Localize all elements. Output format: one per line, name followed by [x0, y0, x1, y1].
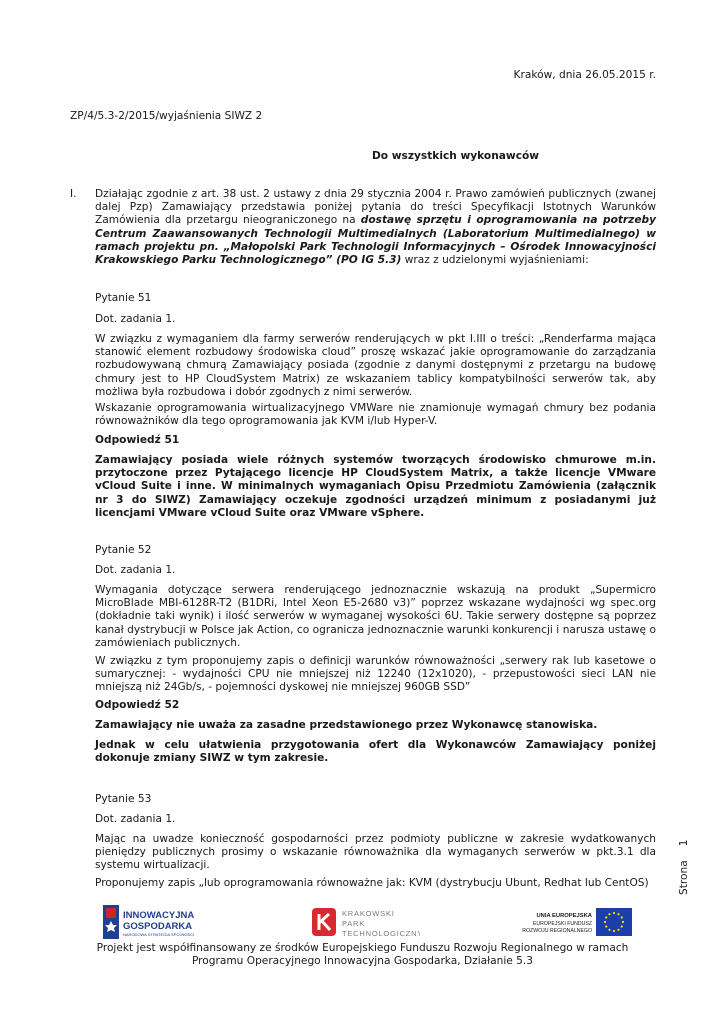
- intro-text-bold: dostawę sprzętu i oprogramowania na potrzeby Centrum Zaawansowanych Technologii Multimedialnych (Laboratorium Multimedialnego) w ramach projektu pn. „Małopolski Park Technologii Informacyjnych – Ośrodek Innowacyjności Krakowskiego Parku Technologicznego” (PO IG 5.3): [95, 214, 656, 267]
- question-53-paragraph-2: Proponujemy zapis „lub oprogramowania równoważne jak: KVM (dystrybucju Ubunt, Redhat lub CentOS): [95, 877, 649, 889]
- question-51-paragraph-2: Wskazanie oprogramowania wirtualizacyjnego VMWare nie znamionuje wymagań chmury bez podania równoważników dla tego oprogramowania jak KVM i/lub Hyper-V.: [95, 402, 656, 428]
- answer-51-title: Odpowiedź 51: [95, 434, 180, 446]
- answer-52-title: Odpowiedź 52: [95, 699, 180, 711]
- kpt-line-3: TECHNOLOGICZNY: [342, 929, 420, 938]
- section-numeral: I.: [70, 188, 77, 200]
- ig-line-2: GOSPODARKA: [123, 921, 193, 932]
- question-51-ref: Dot. zadania 1.: [95, 313, 176, 325]
- intro-paragraph: [95, 188, 656, 267]
- addressee: Do wszystkich wykonawców: [372, 150, 540, 162]
- eu-star-icon: [608, 929, 610, 931]
- footer-line-1: Projekt jest współfinansowany ze środków Europejskiego Funduszu Rozwoju Regionalnego w ramach: [96, 942, 629, 954]
- eu-line-3: ROZWOJU REGIONALNEGO: [522, 928, 592, 934]
- krakowski-park-technologiczny-logo: [310, 903, 420, 943]
- place-date: Kraków, dnia 26.05.2015 r.: [513, 69, 656, 81]
- innowacyjna-gospodarka-emblem-icon: [103, 903, 223, 943]
- kpt-emblem-icon: [310, 903, 420, 943]
- question-52-paragraph-2: W związku z tym proponujemy zapis o definicji warunków równoważności „serwery rak lub kasetowe o sumarycznej: - wydajności CPU nie mniejszej niż 12240 (12x1020), - przepustowości sieci LAN nie mniejszą niż 24Gb/s, - pojemności dyskowej nie mniejszej 960GB SSD”: [95, 655, 656, 694]
- reference-number: ZP/4/5.3-2/2015/wyjaśnienia SIWZ 2: [70, 110, 263, 122]
- eu-star-icon: [613, 912, 615, 914]
- question-52-title: Pytanie 52: [95, 544, 152, 556]
- eu-star-icon: [613, 930, 615, 932]
- footer: [90, 942, 635, 968]
- answer-51-text: Zamawiający posiada wiele różnych systemów tworzących środowisko chmurowe m.in. przytoczone przez Pytającego licencje HP CloudSystem Matrix, a także licencje VMware vCloud Suite i inne. W minimalnych wymaganiach Opisu Przedmiotu Zamówienia (załącznik nr 3 do SIWZ) Zamawiający oczekuje zgodności urządzeń minimum z posiadanymi już licencjami VMware vCloud Suite oraz VMware vSphere.: [95, 454, 656, 519]
- innowacyjna-gospodarka-logo: [103, 903, 223, 943]
- page-number: 1: [678, 839, 690, 847]
- kpt-line-1: KRAKOWSKI: [342, 909, 395, 918]
- question-53-ref: Dot. zadania 1.: [95, 813, 176, 825]
- question-51-paragraph-1: W związku z wymaganiem dla farmy serwerów renderujących w pkt I.III o treści: „Renderfarma mająca stanowić element rozbudowy środowiska cloud” proszę wskazać jakie oprogramowanie do zarządzania rozbudowywaną chmurą Zamawiający posiada (zgodnie z danymi dostępnymi z przetargu na budowę chmury jest to HP CloudSystem Matrix) ze wskazaniem tablicy kompatybilności serwerów tak, aby możliwa była rozbudowa i dobór zgodnych z nimi serwerów.: [95, 333, 656, 398]
- eu-star-icon: [622, 921, 624, 923]
- kpt-line-2: PARK: [342, 919, 366, 928]
- page-label-text: Strona: [678, 860, 690, 895]
- eu-star-icon: [621, 925, 623, 927]
- eu-star-icon: [605, 916, 607, 918]
- ig-line-3: NARODOWA STRATEGIA SPÓJNOŚCI: [123, 932, 195, 937]
- intro-text-b: wraz z udzielonymi wyjaśnieniami:: [401, 254, 589, 267]
- question-53-title: Pytanie 53: [95, 793, 152, 805]
- eu-star-icon: [608, 913, 610, 915]
- intro-text-a: Działając zgodnie z art. 38 ust. 2 ustawy z dnia 29 stycznia 2004 r. Prawo zamówień publicznych (zwanej dalej Pzp) Zamawiający przedstawia poniżej pytania do treści Specyfikacji Istotnych Warunków Zamówienia dla przetargu nieograniczonego na: [95, 188, 656, 227]
- answer-52-text-1: Zamawiający nie uważa za zasadne przedstawionego przez Wykonawcę stanowiska.: [95, 719, 598, 731]
- eu-line-2: EUROPEJSKI FUNDUSZ: [532, 921, 592, 927]
- question-52-ref: Dot. zadania 1.: [95, 564, 176, 576]
- eu-star-icon: [621, 916, 623, 918]
- eu-star-icon: [617, 913, 619, 915]
- question-52-paragraph-1: Wymagania dotyczące serwera renderującego jednoznacznie wskazują na produkt „Supermicro MicroBlade MBI-6128R-T2 (B1DRi, Intel Xeon E5-2680 v3)” poprzez wskazane wydajności wg spec.org (dokładnie taki wynik) i ilość serwerów w wymaganej wysokości 6U. Takie serwery dostępne są poprzez kanał dystrybucji w Polsce jak Action, co ogranicza jednoznacznie warunki konkurencji i narusza ustawę o zamówieniach publicznych.: [95, 584, 656, 649]
- page-number-label: [678, 840, 690, 895]
- eu-star-icon: [604, 921, 606, 923]
- eu-star-icon: [617, 929, 619, 931]
- eu-flag-icon: [507, 903, 635, 943]
- question-51-title: Pytanie 51: [95, 292, 152, 304]
- eu-line-1: UNIA EUROPEJSKA: [536, 913, 592, 919]
- footer-line-2: Programu Operacyjnego Innowacyjna Gospodarka, Działanie 5.3: [191, 955, 534, 968]
- eu-star-icon: [605, 925, 607, 927]
- eu-logo: [507, 903, 635, 943]
- question-53-paragraph-1: Mając na uwadze konieczność gospodarności przez podmioty publiczne w zakresie wydatkowanych pieniędzy publicznych prosimy o wskazanie równoważnika dla wymaganych serwerów w pkt.3.1 dla systemu wirtualizacji.: [95, 833, 656, 872]
- answer-52-text-2: Jednak w celu ułatwienia przygotowania ofert dla Wykonawców Zamawiający poniżej dokonuje zmiany SIWZ w tym zakresie.: [95, 739, 656, 765]
- logos-bar: [95, 903, 635, 943]
- ig-line-1: INNOWACYJNA: [123, 910, 195, 921]
